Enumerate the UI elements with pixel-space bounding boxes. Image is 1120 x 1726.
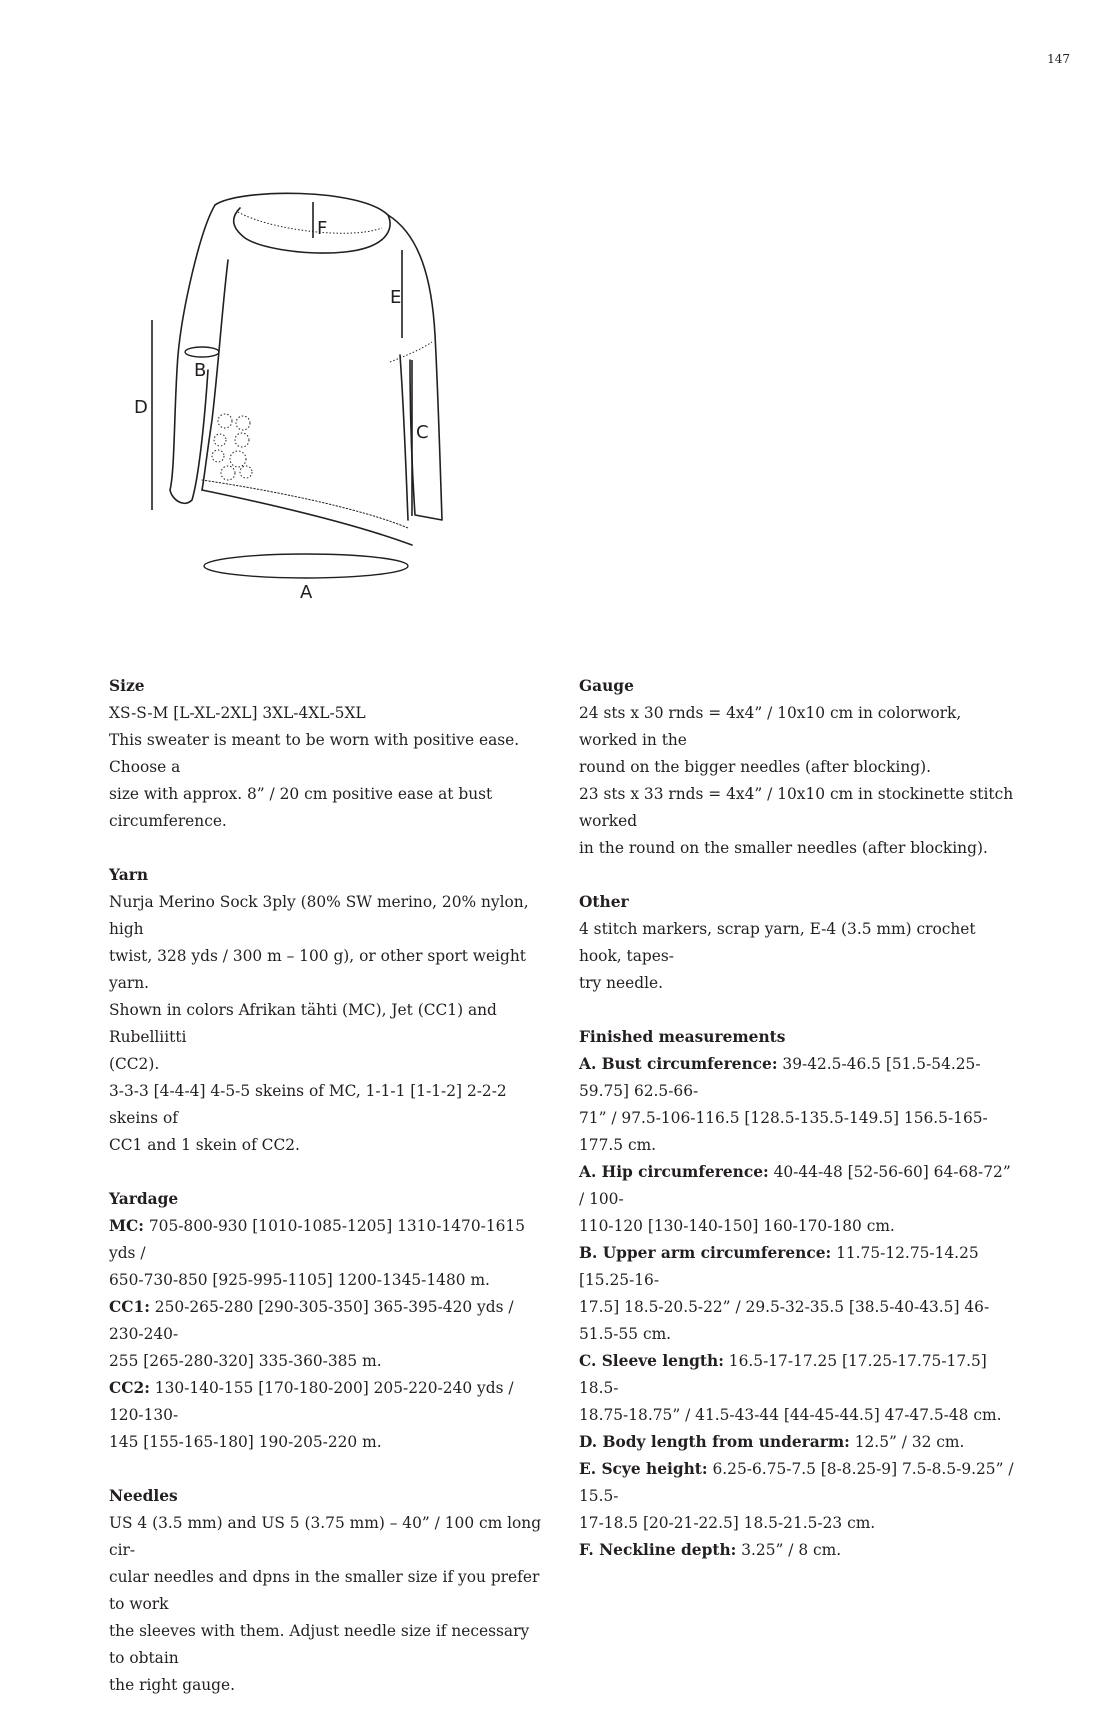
b-value: 11.75-12.75-14.25 [15.25-16- (579, 1244, 979, 1289)
finished-heading: Finished measurements (579, 1028, 786, 1046)
gauge-heading: Gauge (579, 677, 634, 695)
needles-line: the sleeves with them. Adjust needle size if necessary to obtain (109, 1622, 530, 1667)
gauge-line: in the round on the smaller needles (after blocking). (579, 839, 988, 857)
left-column (109, 673, 549, 1726)
page-number: 147 (1047, 52, 1070, 66)
cc2-value: 130-140-155 [170-180-200] 205-220-240 yds / 120-130- (109, 1379, 514, 1424)
a-hip-label: A. Hip circumference: (579, 1163, 769, 1181)
label-c: C (416, 422, 429, 443)
needles-line: cular needles and dpns in the smaller size if you prefer to work (109, 1568, 540, 1613)
other-section (579, 889, 1019, 997)
other-heading: Other (579, 893, 629, 911)
yarn-line: Nurja Merino Sock 3ply (80% SW merino, 20% nylon, high (109, 893, 529, 938)
cc2-label: CC2: (109, 1379, 150, 1397)
f-label: F. Neckline depth: (579, 1541, 737, 1559)
yarn-line: (CC2). (109, 1055, 160, 1073)
gauge-section (579, 673, 1019, 862)
measurement-e (579, 1456, 1019, 1510)
yardage-line: 255 [265-280-320] 335-360-385 m. (109, 1352, 382, 1370)
bust-ellipse (204, 554, 408, 578)
a-bust-label: A. Bust circumference: (579, 1055, 778, 1073)
needles-line: US 4 (3.5 mm) and US 5 (3.75 mm) – 40” / 100 cm long cir- (109, 1514, 542, 1559)
yardage-line: 145 [155-165-180] 190-205-220 m. (109, 1433, 382, 1451)
measurement-line: 18.75-18.75” / 41.5-43-44 [44-45-44.5] 47-47.5-48 cm. (579, 1406, 1002, 1424)
right-column (579, 673, 1019, 1591)
c-value: 16.5-17-17.25 [17.25-17.75-17.5] 18.5- (579, 1352, 987, 1397)
yarn-line: Shown in colors Afrikan tähti (MC), Jet (CC1) and Rubelliitti (109, 1001, 497, 1046)
label-b: B (194, 360, 207, 381)
finished-measurements-section (579, 1024, 1019, 1564)
measurement-a-bust (579, 1051, 1019, 1105)
yardage-mc (109, 1213, 549, 1267)
yardage-heading: Yardage (109, 1190, 179, 1208)
measurement-d (579, 1429, 1019, 1456)
yarn-line: twist, 328 yds / 300 m – 100 g), or other sport weight yarn. (109, 947, 526, 992)
measurement-line: 110-120 [130-140-150] 160-170-180 cm. (579, 1217, 895, 1235)
colorwork-motif (212, 414, 252, 480)
size-section (109, 673, 549, 835)
size-heading: Size (109, 677, 145, 695)
yardage-line: 650-730-850 [925-995-1105] 1200-1345-1480 m. (109, 1271, 490, 1289)
measurement-line: 17-18.5 [20-21-22.5] 18.5-21.5-23 cm. (579, 1514, 876, 1532)
measurement-b (579, 1240, 1019, 1294)
needles-line: the right gauge. (109, 1676, 236, 1694)
sweater-schematic (120, 190, 480, 610)
hem-band-top (202, 480, 408, 528)
cc1-value: 250-265-280 [290-305-350] 365-395-420 yds / 230-240- (109, 1298, 514, 1343)
measurement-f (579, 1537, 1019, 1564)
right-sleeve-outline (388, 215, 442, 520)
gauge-line: 24 sts x 30 rnds = 4x4” / 10x10 cm in colorwork, worked in the (579, 704, 962, 749)
mc-value: 705-800-930 [1010-1085-1205] 1310-1470-1615 yds / (109, 1217, 525, 1262)
yardage-cc2 (109, 1375, 549, 1429)
yarn-heading: Yarn (109, 866, 149, 884)
c-label: C. Sleeve length: (579, 1352, 724, 1370)
yarn-line: 3-3-3 [4-4-4] 4-5-5 skeins of MC, 1-1-1 [1-1-2] 2-2-2 skeins of (109, 1082, 507, 1127)
upper-arm-ellipse (185, 347, 219, 357)
measurement-c (579, 1348, 1019, 1402)
label-f: F (317, 218, 328, 239)
measurement-line: 71” / 97.5-106-116.5 [128.5-135.5-149.5] 156.5-165-177.5 cm. (579, 1109, 988, 1154)
needles-heading: Needles (109, 1487, 178, 1505)
d-label: D. Body length from underarm: (579, 1433, 850, 1451)
yardage-section (109, 1186, 549, 1456)
other-line: 4 stitch markers, scrap yarn, E-4 (3.5 mm) crochet hook, tapes- (579, 920, 976, 965)
needles-section (109, 1483, 549, 1699)
yardage-cc1 (109, 1294, 549, 1348)
yarn-section (109, 862, 549, 1159)
left-sleeve-outline (170, 205, 215, 503)
e-label: E. Scye height: (579, 1460, 708, 1478)
measurement-line: 17.5] 18.5-20.5-22” / 29.5-32-35.5 [38.5-40-43.5] 46-51.5-55 cm. (579, 1298, 990, 1343)
b-label: B. Upper arm circumference: (579, 1244, 832, 1262)
gauge-line: round on the bigger needles (after blocking). (579, 758, 931, 776)
label-e: E (390, 287, 402, 308)
neck-band-dotted (238, 212, 382, 233)
label-a: A (300, 582, 313, 603)
e-value: 6.25-6.75-7.5 [8-8.25-9] 7.5-8.5-9.25” / 15.5- (579, 1460, 1014, 1505)
size-line: This sweater is meant to be worn with positive ease. Choose a (109, 731, 520, 776)
measurement-a-hip (579, 1159, 1019, 1213)
a-hip-value: 40-44-48 [52-56-60] 64-68-72” / 100- (579, 1163, 1011, 1208)
f-value: 3.25” / 8 cm. (736, 1541, 842, 1559)
other-line: try needle. (579, 974, 664, 992)
a-bust-value: 39-42.5-46.5 [51.5-54.25-59.75] 62.5-66- (579, 1055, 981, 1100)
cc1-label: CC1: (109, 1298, 150, 1316)
neckline-outline (215, 193, 390, 253)
yarn-line: CC1 and 1 skein of CC2. (109, 1136, 300, 1154)
size-line: XS-S-M [L-XL-2XL] 3XL-4XL-5XL (109, 704, 366, 722)
mc-label: MC: (109, 1217, 144, 1235)
gauge-line: 23 sts x 33 rnds = 4x4” / 10x10 cm in stockinette stitch worked (579, 785, 1014, 830)
side-seam-right (400, 355, 408, 520)
label-d: D (134, 397, 148, 418)
hem-outline (202, 490, 412, 545)
d-value: 12.5” / 32 cm. (849, 1433, 965, 1451)
armhole-dotted (390, 342, 432, 362)
size-line: size with approx. 8” / 20 cm positive ease at bust circumference. (109, 785, 493, 830)
